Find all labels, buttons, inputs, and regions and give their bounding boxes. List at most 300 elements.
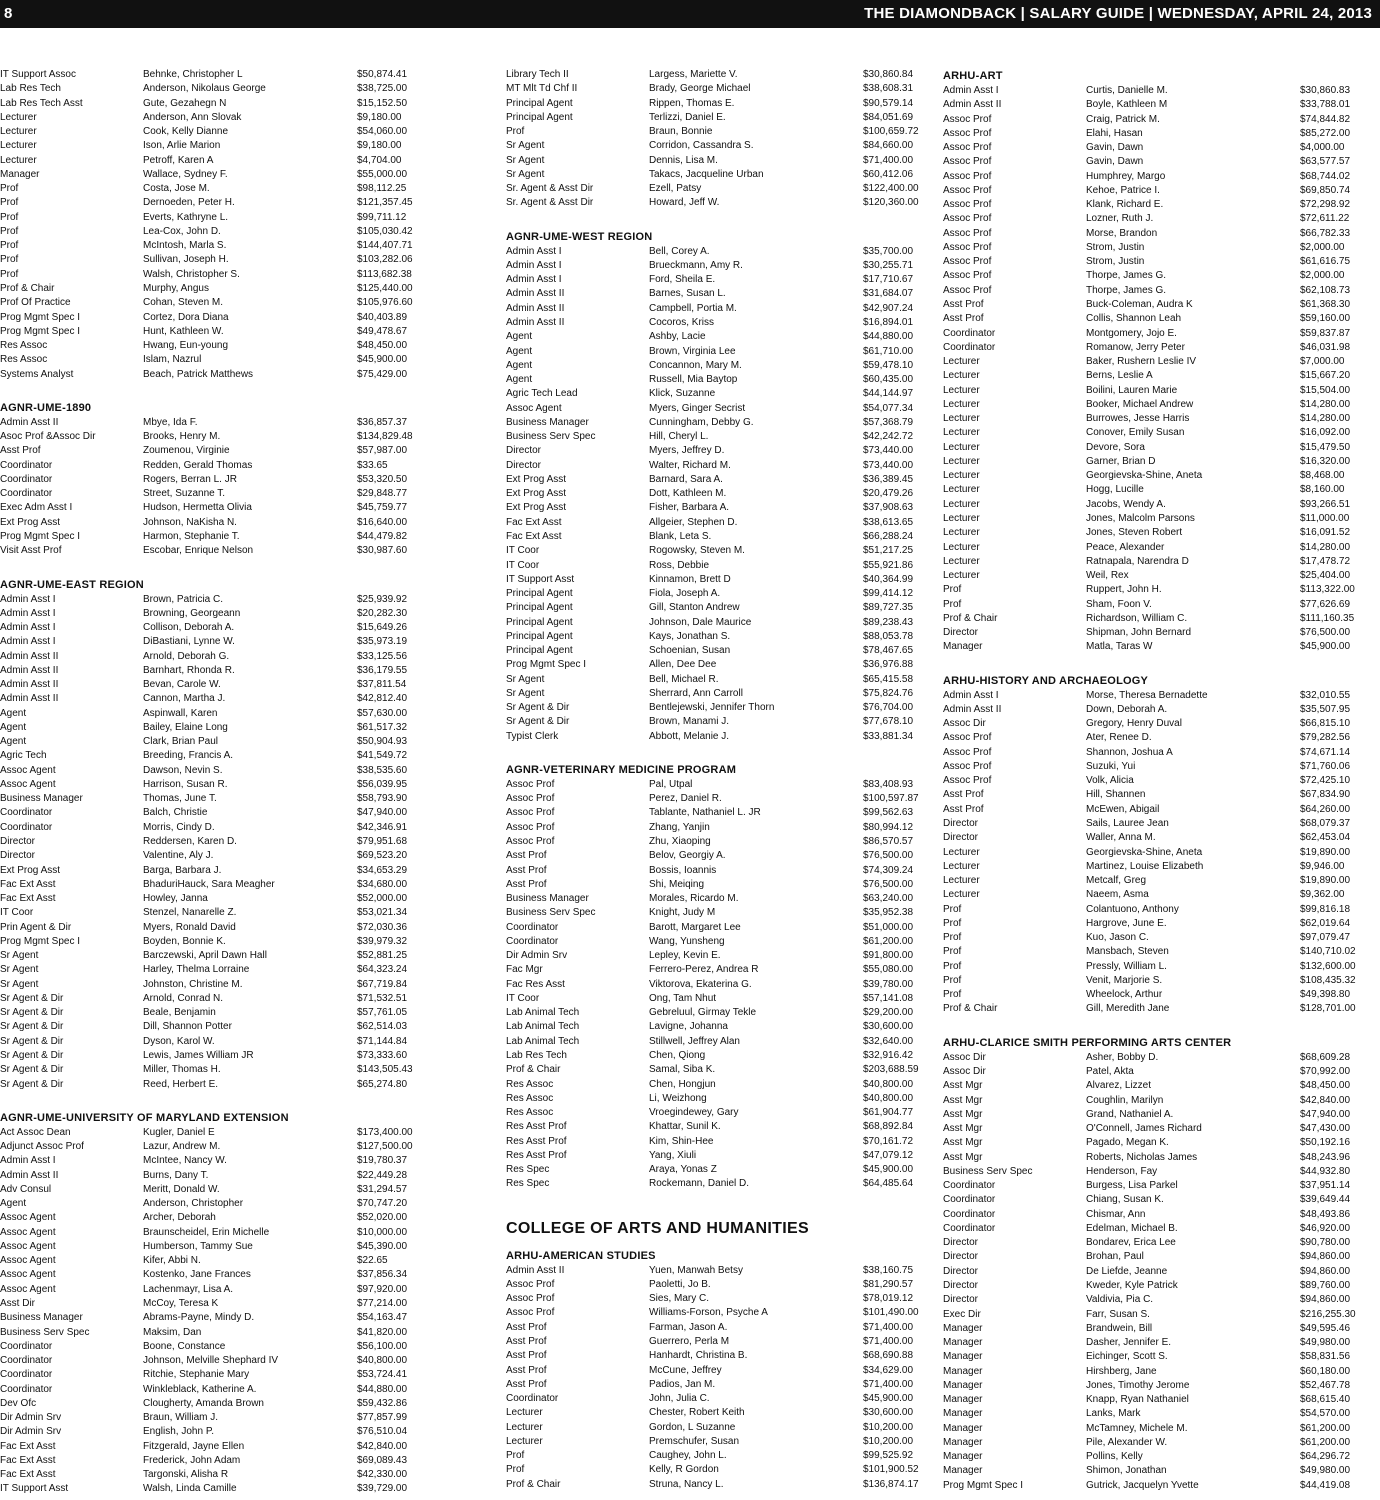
salary-row [0, 1240, 408, 1254]
salary-amount: $122,400.00 [863, 183, 919, 195]
employee-name: Klank, Richard E. [1086, 199, 1164, 211]
job-title: Prog Mgmt Spec I [0, 935, 81, 947]
job-title: IT Support Assoc [0, 69, 76, 80]
salary-amount: $52,881.25 [357, 950, 408, 962]
salary-amount: $111,160.35 [1300, 612, 1355, 624]
salary-amount: $38,535.60 [357, 764, 408, 776]
job-title: Assoc Prof [506, 807, 555, 819]
employee-name: Shipman, John Bernard [1086, 627, 1192, 639]
employee-name: Edelman, Michael B. [1086, 1222, 1178, 1234]
salary-row [506, 1392, 914, 1406]
employee-name: Baker, Rushern Leslie IV [1086, 356, 1197, 368]
employee-name: Myers, Ronald David [143, 921, 236, 933]
salary-row [506, 806, 914, 820]
employee-name: Gavin, Dawn [1086, 142, 1144, 154]
employee-name: Wang, Yunsheng [649, 935, 725, 947]
job-title: Lecturer [943, 427, 980, 439]
salary-amount: $40,364.99 [863, 573, 914, 585]
job-title: Assoc Agent [0, 764, 56, 776]
salary-amount: $10,200.00 [863, 1421, 914, 1433]
job-title: Prof [943, 917, 962, 929]
employee-name: Lozner, Ruth J. [1086, 213, 1154, 225]
employee-name: Jones, Malcolm Parsons [1086, 512, 1195, 524]
salary-row [943, 1379, 1351, 1393]
job-title: Manager [943, 641, 983, 653]
salary-amount: $35,507.95 [1300, 703, 1351, 715]
employee-name: Brohan, Paul [1086, 1251, 1144, 1263]
salary-row [943, 141, 1343, 155]
salary-row [0, 1154, 408, 1168]
job-title: Coordinator [0, 1383, 53, 1395]
salary-amount: $36,389.45 [863, 473, 914, 485]
salary-amount: $37,908.63 [863, 502, 914, 514]
job-title: Asst Prof [506, 1335, 547, 1347]
employee-name: McTamney, Michele M. [1086, 1422, 1188, 1434]
employee-name: McIntosh, Marla S. [143, 240, 227, 252]
job-title: Prof [943, 598, 962, 610]
salary-amount: $72,425.10 [1300, 775, 1351, 787]
salary-row [506, 1278, 914, 1292]
employee-name: Chen, Hongjun [649, 1078, 716, 1090]
job-title: Manager [943, 1451, 983, 1463]
employee-name: DiBastiani, Lynne W. [143, 636, 235, 648]
employee-name: Morse, Theresa Bernadette [1086, 689, 1208, 701]
salary-amount: $42,242.72 [863, 431, 914, 443]
department-heading: ARHU-CLARICE SMITH PERFORMING ARTS CENTER [943, 1036, 1232, 1049]
employee-name: Ater, Renee D. [1086, 732, 1152, 744]
job-title: Lecturer [506, 1421, 543, 1433]
job-title: Lab Animal Tech [506, 1035, 580, 1047]
salary-row [0, 325, 408, 339]
employee-name: Barczewski, April Dawn Hall [143, 950, 267, 962]
salary-amount: $86,570.57 [863, 836, 914, 848]
salary-row [506, 154, 914, 168]
salary-amount: $54,060.00 [357, 126, 408, 138]
salary-amount: $73,440.00 [863, 445, 914, 457]
job-title: Admin Asst I [0, 1155, 56, 1167]
job-title: Director [0, 836, 36, 848]
salary-amount: $105,976.60 [357, 297, 413, 309]
employee-name: Johnson, Dale Maurice [649, 616, 752, 628]
job-title: Prof & Chair [943, 612, 998, 624]
salary-row [0, 182, 407, 196]
salary-row [0, 1283, 408, 1297]
employee-name: Myers, Jeffrey D. [649, 445, 725, 457]
employee-name: Jones, Timothy Jerome [1086, 1379, 1190, 1391]
employee-name: Fiola, Joseph A. [649, 588, 721, 600]
salary-row [506, 658, 914, 672]
salary-row [0, 1440, 408, 1454]
salary-row [943, 717, 1351, 731]
employee-name: Sails, Lauree Jean [1086, 818, 1169, 830]
employee-name: Hill, Cheryl L. [649, 431, 709, 443]
job-title: Asst Prof [506, 1350, 547, 1362]
salary-row [943, 612, 1355, 626]
salary-row [943, 583, 1355, 597]
salary-row [943, 788, 1351, 802]
job-title: Assoc Prof [943, 270, 992, 282]
job-title: Assoc Prof [943, 127, 992, 139]
job-title: Prof [0, 268, 19, 280]
salary-row [943, 1322, 1351, 1336]
employee-name: Rippen, Thomas E. [649, 97, 735, 109]
job-title: Admin Asst II [0, 1169, 59, 1181]
salary-amount: $49,398.80 [1300, 989, 1351, 1001]
salary-amount: $91,800.00 [863, 950, 914, 962]
salary-row [0, 516, 408, 530]
job-title: Res Assoc [0, 340, 48, 352]
job-title: Manager [0, 168, 40, 180]
salary-amount: $61,200.00 [863, 935, 914, 947]
job-title: Admin Asst I [943, 85, 999, 96]
salary-row [506, 1421, 914, 1435]
salary-row [943, 255, 1351, 269]
department-heading: AGNR-VETERINARY MEDICINE PROGRAM [506, 763, 737, 776]
job-title: Prin Agent & Dir [0, 921, 72, 933]
job-title: Prof [506, 126, 525, 138]
salary-row [943, 640, 1351, 654]
salary-amount: $16,640.00 [357, 516, 408, 528]
salary-row [943, 731, 1351, 745]
job-title: Business Serv Spec [0, 1326, 90, 1338]
job-title: Assoc Prof [506, 778, 555, 790]
salary-amount: $113,322.00 [1300, 584, 1355, 596]
salary-row [0, 339, 408, 353]
job-title: Assoc Prof [506, 821, 555, 833]
employee-name: O'Connell, James Richard [1086, 1123, 1202, 1135]
job-title: Director [943, 1294, 979, 1306]
job-title: Assoc Prof [943, 156, 992, 168]
employee-name: Kehoe, Patrice I. [1086, 184, 1160, 196]
salary-amount: $58,793.90 [357, 793, 408, 805]
employee-name: Pile, Alexander W. [1086, 1436, 1168, 1448]
salary-amount: $68,690.88 [863, 1350, 914, 1362]
salary-amount: $8,468.00 [1300, 470, 1345, 482]
job-title: Ext Prog Asst [506, 473, 567, 485]
job-title: Lecturer [943, 512, 980, 524]
job-title: Manager [943, 1436, 983, 1448]
employee-name: Sham, Foon V. [1086, 598, 1152, 610]
job-title: Prog Mgmt Spec I [0, 325, 81, 337]
salary-amount: $89,760.00 [1300, 1279, 1351, 1291]
job-title: Lecturer [0, 126, 37, 138]
job-title: Res Asst Prof [506, 1149, 567, 1161]
salary-row [943, 1365, 1351, 1379]
salary-row [0, 1340, 408, 1354]
job-title: Admin Asst I [506, 274, 562, 286]
employee-name: Shimon, Jonathan [1086, 1465, 1167, 1477]
salary-amount: $37,951.14 [1300, 1180, 1351, 1192]
job-title: Lecturer [506, 1435, 543, 1447]
salary-row [506, 715, 914, 729]
salary-row [0, 530, 408, 544]
job-title: Assoc Agent [506, 402, 562, 414]
employee-name: Hudson, Hermetta Olivia [143, 502, 252, 514]
department-heading: AGNR-UME-WEST REGION [506, 230, 653, 243]
employee-name: Rogers, Berran L. JR [143, 473, 237, 485]
job-title: Fac Ext Asst [0, 1454, 56, 1466]
employee-name: Clark, Brian Paul [143, 736, 219, 748]
employee-name: Cohan, Steven M. [143, 297, 224, 309]
salary-row [943, 626, 1351, 640]
salary-row [0, 544, 408, 558]
salary-amount: $47,940.00 [357, 807, 408, 819]
salary-amount: $74,844.82 [1300, 113, 1351, 125]
employee-name: Georgievska-Shine, Aneta [1086, 846, 1203, 858]
column-3 [943, 68, 1356, 1493]
job-title: Coordinator [506, 921, 559, 933]
employee-name: Chen, Qiong [649, 1050, 706, 1061]
job-title: Coordinator [506, 935, 559, 947]
salary-row [943, 298, 1351, 312]
salary-row [0, 1035, 408, 1049]
salary-row [506, 1306, 919, 1320]
salary-amount: $53,320.50 [357, 473, 408, 485]
salary-amount: $74,671.14 [1300, 746, 1351, 758]
salary-amount: $69,523.20 [357, 850, 408, 862]
job-title: Res Assoc [506, 1078, 554, 1090]
job-title: Admin Asst II [0, 650, 59, 662]
employee-name: Anderson, Christopher [143, 1198, 244, 1210]
salary-amount: $15,152.50 [357, 97, 408, 109]
employee-name: Tablante, Nathaniel L. JR [649, 807, 761, 819]
employee-name: Johnson, NaKisha N. [143, 516, 237, 528]
employee-name: Klick, Suzanne [649, 388, 716, 400]
salary-row [506, 1449, 914, 1463]
salary-amount: $22,449.28 [357, 1169, 408, 1181]
salary-row [943, 441, 1351, 455]
salary-amount: $33,788.01 [1300, 99, 1351, 111]
employee-name: Araya, Yonas Z [649, 1164, 717, 1176]
job-title: Assoc Prof [506, 1293, 555, 1305]
job-title: Coordinator [943, 1208, 996, 1220]
job-title: IT Support Asst [0, 1483, 69, 1495]
salary-row [943, 1265, 1351, 1279]
salary-amount: $42,812.40 [357, 693, 408, 705]
salary-amount: $173,400.00 [357, 1126, 413, 1138]
salary-amount: $45,900.00 [863, 1393, 914, 1405]
salary-row [943, 341, 1351, 355]
salary-amount: $16,320.00 [1300, 455, 1351, 467]
job-title: Agent [0, 736, 27, 748]
employee-name: BhaduriHauck, Sara Meagher [143, 878, 275, 890]
salary-row [506, 1292, 914, 1306]
employee-name: Dyson, Karol W. [143, 1035, 215, 1047]
job-title: Lecturer [943, 498, 980, 510]
employee-name: Jacobs, Wendy A. [1086, 498, 1166, 510]
job-title: IT Coor [506, 559, 540, 571]
salary-amount: $32,916.42 [863, 1050, 914, 1061]
salary-amount: $94,860.00 [1300, 1294, 1351, 1306]
employee-name: Waller, Anna M. [1086, 832, 1156, 844]
salary-amount: $71,144.84 [357, 1035, 408, 1047]
page-header-bar [0, 0, 1380, 28]
salary-amount: $68,892.84 [863, 1121, 914, 1133]
salary-row [506, 792, 919, 806]
employee-name: Campbell, Portia M. [649, 302, 737, 314]
salary-row [0, 607, 408, 621]
salary-amount: $71,400.00 [863, 154, 914, 166]
job-title: Dir Admin Srv [506, 950, 568, 962]
employee-name: Kays, Jonathan S. [649, 630, 731, 642]
salary-row [506, 487, 914, 501]
employee-name: Elahi, Hasan [1086, 127, 1143, 139]
job-title: Coordinator [0, 807, 53, 819]
job-title: Prof [943, 974, 962, 986]
salary-amount: $64,485.64 [863, 1178, 914, 1190]
employee-name: Boilini, Lauren Marie [1086, 384, 1178, 396]
employee-name: Kuo, Jason C. [1086, 932, 1149, 944]
salary-row [943, 569, 1351, 583]
employee-name: Dennis, Lisa M. [649, 154, 718, 166]
employee-name: Conover, Emily Susan [1086, 427, 1185, 439]
salary-amount: $30,255.71 [863, 259, 914, 271]
salary-amount: $66,288.24 [863, 530, 914, 542]
salary-row [943, 170, 1351, 184]
employee-name: Valentine, Aly J. [143, 850, 214, 862]
employee-name: Burns, Dany T. [143, 1169, 209, 1181]
job-title: Director [943, 1265, 979, 1277]
job-title: Director [0, 850, 36, 862]
employee-name: Gordon, L Suzanne [649, 1421, 736, 1433]
salary-amount: $46,031.98 [1300, 341, 1351, 353]
salary-amount: $121,357.45 [357, 197, 413, 209]
salary-row [0, 735, 408, 749]
salary-amount: $52,467.78 [1300, 1379, 1351, 1391]
salary-amount: $90,780.00 [1300, 1237, 1351, 1249]
employee-name: Strom, Justin [1086, 241, 1145, 253]
salary-amount: $38,613.65 [863, 516, 914, 528]
employee-name: Sherrard, Ann Carroll [649, 687, 743, 699]
salary-row [943, 1165, 1351, 1179]
employee-name: Harley, Thelma Lorraine [143, 964, 250, 976]
employee-name: Arnold, Deborah G. [143, 650, 230, 662]
salary-row [0, 68, 408, 82]
job-title: Asst Dir [0, 1297, 35, 1309]
salary-amount: $56,100.00 [357, 1340, 408, 1352]
job-title: Director [943, 818, 979, 830]
job-title: Fac Ext Asst [506, 530, 562, 542]
salary-amount: $125,440.00 [357, 282, 413, 294]
employee-name: Browning, Georgeann [143, 607, 241, 619]
salary-amount: $75,824.76 [863, 687, 914, 699]
job-title: Agric Tech [0, 750, 47, 762]
employee-name: Redden, Gerald Thomas [143, 459, 253, 471]
employee-name: Concannon, Mary M. [649, 359, 742, 371]
section-spacer [0, 559, 400, 577]
salary-row [0, 416, 408, 430]
salary-row [506, 139, 914, 153]
salary-row [943, 1308, 1356, 1322]
job-title: Lecturer [943, 875, 980, 887]
salary-amount: $77,857.99 [357, 1412, 408, 1424]
employee-name: Boyle, Kathleen M [1086, 99, 1168, 111]
salary-row [506, 673, 914, 687]
employee-name: Henderson, Fay [1086, 1165, 1158, 1177]
job-title: Ext Prog Asst [0, 516, 61, 528]
employee-name: Valdivia, Pia C. [1086, 1294, 1154, 1306]
salary-amount: $62,019.64 [1300, 917, 1351, 929]
job-title: Assoc Agent [0, 1255, 56, 1267]
employee-name: Howley, Janna [143, 893, 208, 905]
salary-row [506, 444, 914, 458]
job-title: Admin Asst II [0, 693, 59, 705]
employee-name: Devore, Sora [1086, 441, 1145, 453]
salary-row [943, 555, 1351, 569]
salary-row [0, 444, 408, 458]
employee-name: Brandwein, Bill [1086, 1322, 1153, 1334]
salary-row [0, 849, 408, 863]
job-title: Agric Tech Lead [506, 388, 578, 400]
employee-name: Brown, Patricia C. [143, 593, 224, 605]
salary-row [943, 1350, 1351, 1364]
employee-name: Pressly, William L. [1086, 960, 1167, 972]
salary-row [943, 1464, 1351, 1478]
salary-row [0, 978, 408, 992]
employee-name: Kelly, R Gordon [649, 1464, 719, 1476]
salary-row [506, 587, 914, 601]
job-title: Lecturer [943, 555, 980, 567]
job-title: Assoc Prof [943, 775, 992, 787]
job-title: Exec Dir [943, 1308, 981, 1320]
employee-name: Zhu, Xiaoping [649, 836, 711, 848]
salary-amount: $76,500.00 [863, 850, 914, 862]
job-title: Res Asst Prof [506, 1135, 567, 1147]
salary-amount: $77,678.10 [863, 716, 914, 728]
job-title: Agent [0, 1198, 27, 1210]
salary-row [0, 1254, 400, 1268]
salary-amount: $101,490.00 [863, 1307, 919, 1319]
salary-amount: $45,900.00 [863, 1164, 914, 1176]
salary-row [943, 1407, 1351, 1421]
salary-row [0, 1297, 408, 1311]
employee-name: Vroegindewey, Gary [649, 1107, 739, 1119]
salary-amount: $100,659.72 [863, 126, 919, 138]
job-title: Coordinator [943, 1180, 996, 1192]
job-title: Asst Prof [506, 1364, 547, 1376]
job-title: Director [943, 1251, 979, 1263]
salary-amount: $30,860.83 [1300, 85, 1351, 96]
job-title: Agent [506, 374, 533, 386]
job-title: Admin Asst II [0, 679, 59, 691]
employee-name: Bell, Michael R. [649, 673, 719, 685]
salary-row [0, 678, 407, 692]
salary-amount: $16,894.01 [863, 316, 914, 328]
employee-name: Ford, Sheila E. [649, 274, 716, 286]
employee-name: Romanow, Jerry Peter [1086, 341, 1185, 353]
job-title: Admin Asst II [943, 99, 1002, 111]
salary-row [0, 1226, 408, 1240]
job-title: Sr Agent & Dir [0, 1078, 64, 1090]
salary-amount: $66,815.10 [1300, 718, 1351, 730]
page-number: 8 [4, 5, 13, 22]
salary-row [506, 1349, 914, 1363]
job-title: Lab Res Tech Asst [0, 97, 83, 109]
salary-amount: $35,952.38 [863, 907, 914, 919]
salary-amount: $99,414.12 [863, 588, 914, 600]
employee-name: Ritchie, Stephanie Mary [143, 1369, 250, 1381]
job-title: Assoc Prof [506, 1307, 555, 1319]
salary-row [0, 268, 412, 282]
salary-amount: $41,820.00 [357, 1326, 408, 1338]
college-heading: COLLEGE OF ARTS AND HUMANITIES [506, 1219, 809, 1237]
employee-name: Lanks, Mark [1086, 1408, 1141, 1420]
job-title: Manager [943, 1322, 983, 1334]
employee-name: Dott, Kathleen M. [649, 488, 727, 500]
salary-row [0, 139, 400, 153]
employee-name: Abrams-Payne, Mindy D. [143, 1312, 255, 1324]
salary-amount: $94,860.00 [1300, 1265, 1351, 1277]
